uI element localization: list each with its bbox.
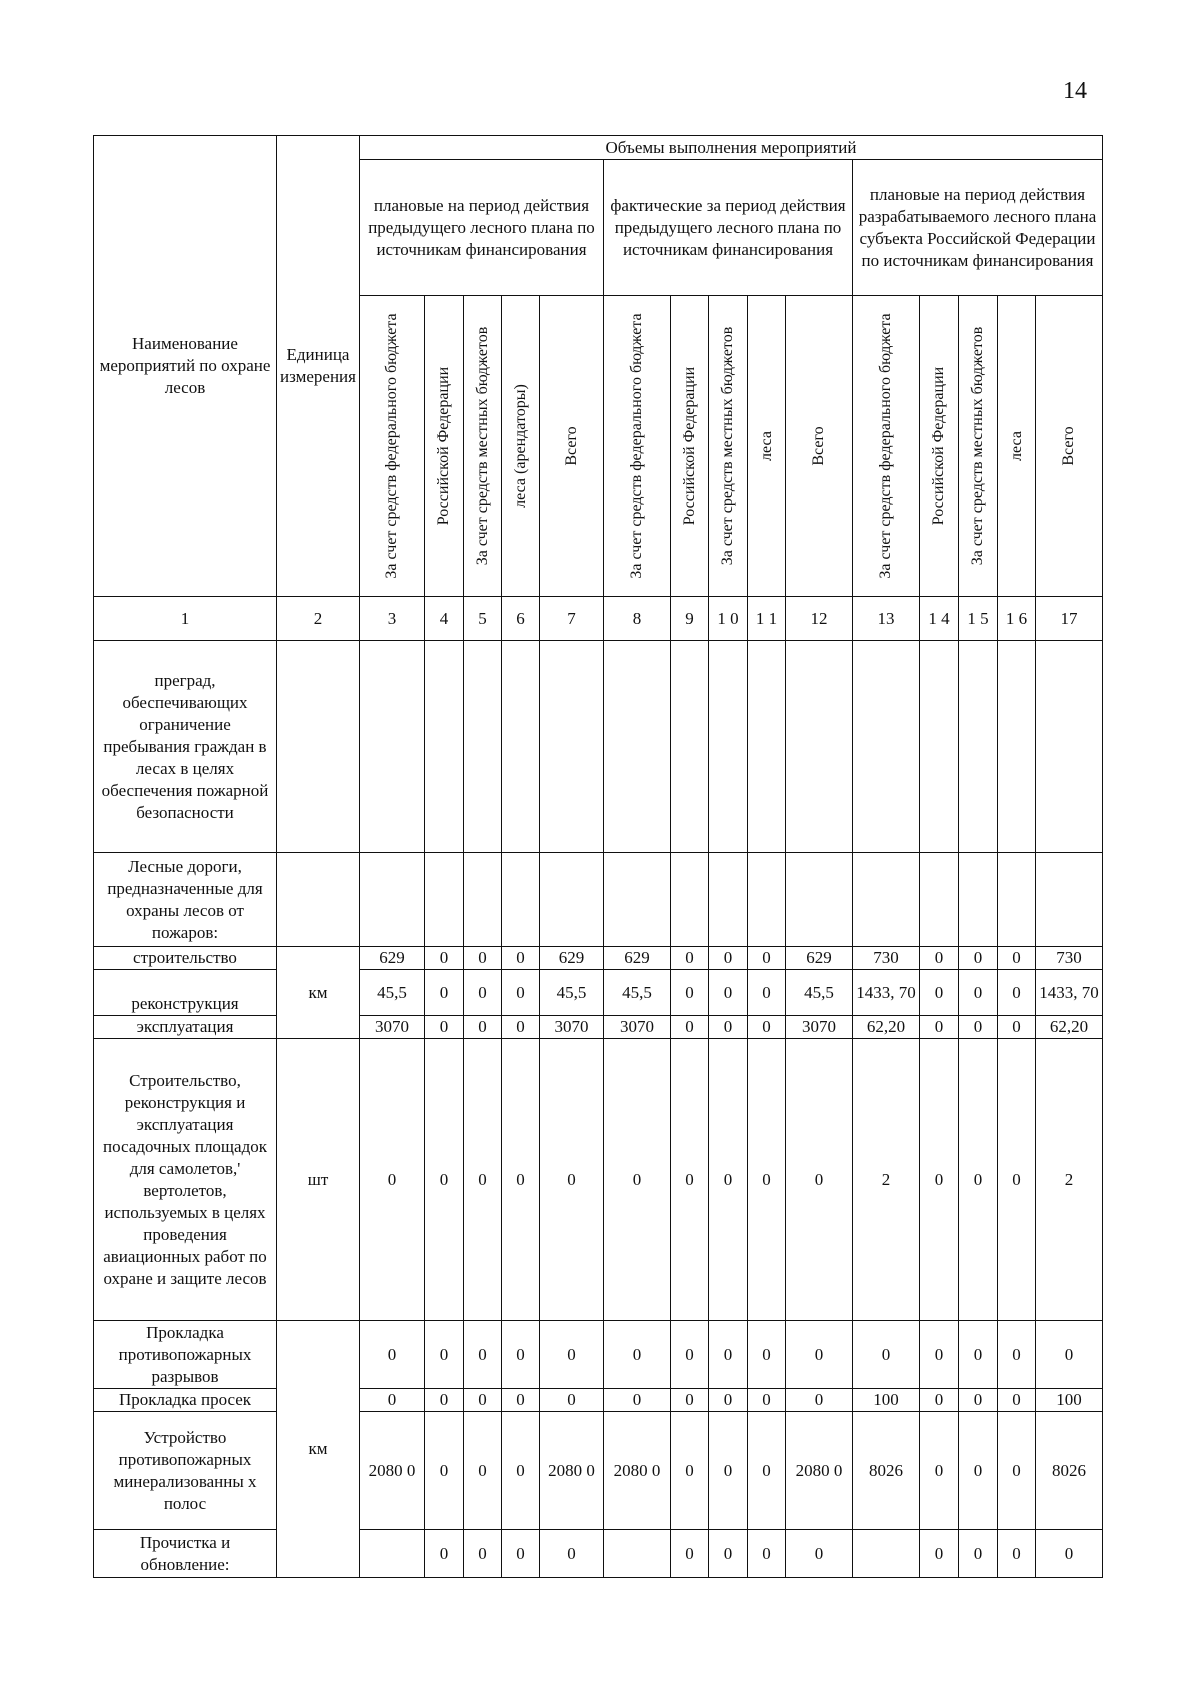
value-cell: 0 bbox=[920, 1389, 959, 1412]
column-number: 1 0 bbox=[709, 597, 748, 641]
value-cell: 62,20 bbox=[1036, 1016, 1103, 1039]
value-cell: 8026 bbox=[1036, 1412, 1103, 1530]
table-row bbox=[94, 1321, 1103, 1389]
column-number: 1 5 bbox=[959, 597, 998, 641]
subheader-total: Всего bbox=[1036, 296, 1103, 597]
activity-name: преград, обеспечивающих ограничение пребывания граждан в лесах в целях обеспечения пожарной безопасности bbox=[94, 641, 277, 853]
column-number: 3 bbox=[360, 597, 425, 641]
activity-name: Строительство, реконструкция и эксплуатация посадочных площадок для самолетов,' вертолетов, используемых в целях проведения авиационных работ по охране и защите лесов bbox=[94, 1039, 277, 1321]
table-row bbox=[94, 1530, 1103, 1578]
value-cell bbox=[853, 1530, 920, 1578]
column-number: 1 6 bbox=[998, 597, 1036, 641]
value-cell: 2 bbox=[853, 1039, 920, 1321]
subheader-rf: Российской Федерации bbox=[920, 296, 959, 597]
value-cell: 629 bbox=[360, 947, 425, 970]
value-cell: 0 bbox=[748, 947, 786, 970]
value-cell: 0 bbox=[671, 1039, 709, 1321]
value-cell: 45,5 bbox=[786, 970, 853, 1016]
value-cell: 0 bbox=[959, 1321, 998, 1389]
unit-cell: км bbox=[277, 1321, 360, 1578]
value-cell: 0 bbox=[425, 947, 464, 970]
value-cell: 0 bbox=[959, 1389, 998, 1412]
subheader-tenants: леса (арендаторы) bbox=[502, 296, 540, 597]
value-cell: 0 bbox=[360, 1321, 425, 1389]
unit-cell: км bbox=[277, 947, 360, 1039]
value-cell: 0 bbox=[425, 1321, 464, 1389]
value-cell: 0 bbox=[998, 970, 1036, 1016]
value-cell: 629 bbox=[604, 947, 671, 970]
value-cell: 0 bbox=[920, 970, 959, 1016]
value-cell: 629 bbox=[540, 947, 604, 970]
forest-protection-table bbox=[93, 135, 1103, 1578]
value-cell: 0 bbox=[671, 970, 709, 1016]
value-cell: 45,5 bbox=[360, 970, 425, 1016]
value-cell: 0 bbox=[998, 1389, 1036, 1412]
value-cell bbox=[360, 1530, 425, 1578]
value-cell: 2 bbox=[1036, 1039, 1103, 1321]
column-number: 2 bbox=[277, 597, 360, 641]
activity-name: строительство bbox=[94, 947, 277, 970]
value-cell: 0 bbox=[425, 970, 464, 1016]
value-cell: 0 bbox=[709, 1389, 748, 1412]
value-cell: 0 bbox=[959, 1016, 998, 1039]
header-group-actual-previous: фактические за период действия предыдущего лесного плана по источникам финансирования bbox=[604, 160, 853, 296]
value-cell: 45,5 bbox=[604, 970, 671, 1016]
subheader-federal: За счет средств федерального бюджета bbox=[853, 296, 920, 597]
value-cell: 730 bbox=[1036, 947, 1103, 970]
value-cell: 2080 0 bbox=[540, 1412, 604, 1530]
value-cell: 0 bbox=[502, 1016, 540, 1039]
value-cell: 0 bbox=[425, 1389, 464, 1412]
subheader-forest: леса bbox=[748, 296, 786, 597]
table-row bbox=[94, 641, 1103, 853]
value-cell: 0 bbox=[748, 1016, 786, 1039]
value-cell: 0 bbox=[502, 1530, 540, 1578]
value-cell: 0 bbox=[425, 1530, 464, 1578]
subheader-total: Всего bbox=[786, 296, 853, 597]
column-number: 8 bbox=[604, 597, 671, 641]
table-row bbox=[94, 970, 1103, 1016]
value-cell: 0 bbox=[464, 1016, 502, 1039]
column-number: 7 bbox=[540, 597, 604, 641]
value-cell: 0 bbox=[748, 1530, 786, 1578]
activity-name: Устройство противопожарных минерализованны х полос bbox=[94, 1412, 277, 1530]
activity-name: Прочистка и обновление: bbox=[94, 1530, 277, 1578]
value-cell: 3070 bbox=[540, 1016, 604, 1039]
value-cell: 2080 0 bbox=[604, 1412, 671, 1530]
value-cell: 0 bbox=[604, 1321, 671, 1389]
value-cell: 1433, 70 bbox=[853, 970, 920, 1016]
value-cell: 0 bbox=[604, 1039, 671, 1321]
column-number: 13 bbox=[853, 597, 920, 641]
value-cell: 0 bbox=[671, 1016, 709, 1039]
header-unit: Единица измерения bbox=[277, 136, 360, 597]
value-cell: 62,20 bbox=[853, 1016, 920, 1039]
value-cell: 0 bbox=[920, 1016, 959, 1039]
column-number: 5 bbox=[464, 597, 502, 641]
value-cell: 0 bbox=[920, 1039, 959, 1321]
value-cell: 0 bbox=[709, 947, 748, 970]
value-cell: 0 bbox=[998, 1412, 1036, 1530]
value-cell: 0 bbox=[502, 1039, 540, 1321]
value-cell: 0 bbox=[709, 1039, 748, 1321]
value-cell: 45,5 bbox=[540, 970, 604, 1016]
value-cell: 0 bbox=[709, 970, 748, 1016]
value-cell: 0 bbox=[671, 1412, 709, 1530]
value-cell bbox=[604, 1530, 671, 1578]
subheader-rf: Российской Федерации bbox=[671, 296, 709, 597]
value-cell: 0 bbox=[540, 1530, 604, 1578]
table-row bbox=[94, 853, 1103, 947]
activity-name: Прокладка противопожарных разрывов bbox=[94, 1321, 277, 1389]
value-cell: 0 bbox=[1036, 1321, 1103, 1389]
value-cell: 0 bbox=[920, 1530, 959, 1578]
column-number: 9 bbox=[671, 597, 709, 641]
value-cell: 2080 0 bbox=[360, 1412, 425, 1530]
activity-name: реконструкция bbox=[94, 970, 277, 1016]
value-cell: 100 bbox=[1036, 1389, 1103, 1412]
table-row bbox=[94, 947, 1103, 970]
value-cell: 0 bbox=[502, 970, 540, 1016]
subheader-local: За счет средств местных бюджетов bbox=[464, 296, 502, 597]
value-cell: 0 bbox=[998, 1016, 1036, 1039]
value-cell: 0 bbox=[540, 1321, 604, 1389]
value-cell: 0 bbox=[464, 947, 502, 970]
value-cell: 0 bbox=[360, 1039, 425, 1321]
value-cell: 0 bbox=[425, 1039, 464, 1321]
value-cell: 0 bbox=[959, 1039, 998, 1321]
activity-name: Лесные дороги, предназначенные для охраны лесов от пожаров: bbox=[94, 853, 277, 947]
value-cell: 0 bbox=[464, 1039, 502, 1321]
column-number: 12 bbox=[786, 597, 853, 641]
value-cell: 0 bbox=[502, 1321, 540, 1389]
value-cell: 0 bbox=[464, 970, 502, 1016]
header-group-planned-new: плановые на период действия разрабатываемого лесного плана субъекта Российской Федерации по источникам финансирования bbox=[853, 160, 1103, 296]
value-cell: 0 bbox=[502, 947, 540, 970]
value-cell: 629 bbox=[786, 947, 853, 970]
subheader-rf: Российской Федерации bbox=[425, 296, 464, 597]
table-row bbox=[94, 1039, 1103, 1321]
value-cell: 0 bbox=[959, 947, 998, 970]
header-name: Наименование мероприятий по охране лесов bbox=[94, 136, 277, 597]
value-cell: 0 bbox=[604, 1389, 671, 1412]
value-cell: 0 bbox=[709, 1530, 748, 1578]
value-cell: 0 bbox=[709, 1321, 748, 1389]
value-cell: 8026 bbox=[853, 1412, 920, 1530]
column-number: 1 4 bbox=[920, 597, 959, 641]
value-cell: 0 bbox=[786, 1039, 853, 1321]
value-cell: 0 bbox=[920, 1412, 959, 1530]
unit-cell bbox=[277, 641, 360, 853]
subheader-local: За счет средств местных бюджетов bbox=[709, 296, 748, 597]
value-cell: 0 bbox=[998, 947, 1036, 970]
value-cell: 0 bbox=[540, 1039, 604, 1321]
value-cell: 0 bbox=[709, 1412, 748, 1530]
activity-name: эксплуатация bbox=[94, 1016, 277, 1039]
value-cell: 0 bbox=[671, 1530, 709, 1578]
value-cell: 0 bbox=[671, 1389, 709, 1412]
value-cell: 0 bbox=[464, 1412, 502, 1530]
subheader-forest: леса bbox=[998, 296, 1036, 597]
table-row bbox=[94, 1389, 1103, 1412]
value-cell: 0 bbox=[464, 1321, 502, 1389]
value-cell: 0 bbox=[464, 1530, 502, 1578]
value-cell: 0 bbox=[540, 1389, 604, 1412]
value-cell: 0 bbox=[425, 1412, 464, 1530]
value-cell: 0 bbox=[786, 1389, 853, 1412]
value-cell: 0 bbox=[464, 1389, 502, 1412]
subheader-local: За счет средств местных бюджетов bbox=[959, 296, 998, 597]
value-cell: 0 bbox=[748, 1321, 786, 1389]
header-volumes: Объемы выполнения мероприятий bbox=[360, 136, 1103, 160]
column-number: 1 1 bbox=[748, 597, 786, 641]
header-group-planned-previous: плановые на период действия предыдущего лесного плана по источникам финансирования bbox=[360, 160, 604, 296]
value-cell: 0 bbox=[502, 1412, 540, 1530]
subheader-federal: За счет средств федерального бюджета bbox=[604, 296, 671, 597]
value-cell: 0 bbox=[748, 1039, 786, 1321]
value-cell: 0 bbox=[748, 1412, 786, 1530]
value-cell: 3070 bbox=[786, 1016, 853, 1039]
value-cell: 0 bbox=[748, 1389, 786, 1412]
value-cell: 0 bbox=[920, 1321, 959, 1389]
value-cell: 2080 0 bbox=[786, 1412, 853, 1530]
value-cell: 0 bbox=[959, 1530, 998, 1578]
value-cell: 0 bbox=[671, 947, 709, 970]
value-cell: 3070 bbox=[360, 1016, 425, 1039]
subheader-total: Всего bbox=[540, 296, 604, 597]
subheader-federal: За счет средств федерального бюджета bbox=[360, 296, 425, 597]
value-cell: 0 bbox=[998, 1321, 1036, 1389]
value-cell: 0 bbox=[998, 1530, 1036, 1578]
value-cell: 0 bbox=[786, 1321, 853, 1389]
value-cell: 0 bbox=[786, 1530, 853, 1578]
value-cell: 100 bbox=[853, 1389, 920, 1412]
column-numbers-row bbox=[94, 597, 1103, 641]
unit-cell bbox=[277, 853, 360, 947]
column-number: 6 bbox=[502, 597, 540, 641]
value-cell: 0 bbox=[425, 1016, 464, 1039]
value-cell: 0 bbox=[360, 1389, 425, 1412]
value-cell: 1433, 70 bbox=[1036, 970, 1103, 1016]
value-cell: 0 bbox=[959, 970, 998, 1016]
value-cell: 0 bbox=[671, 1321, 709, 1389]
value-cell: 0 bbox=[1036, 1530, 1103, 1578]
column-number: 1 bbox=[94, 597, 277, 641]
column-number: 4 bbox=[425, 597, 464, 641]
value-cell: 730 bbox=[853, 947, 920, 970]
value-cell: 0 bbox=[959, 1412, 998, 1530]
value-cell: 0 bbox=[709, 1016, 748, 1039]
value-cell: 3070 bbox=[604, 1016, 671, 1039]
table-row bbox=[94, 1016, 1103, 1039]
column-number: 17 bbox=[1036, 597, 1103, 641]
value-cell: 0 bbox=[853, 1321, 920, 1389]
table-row bbox=[94, 1412, 1103, 1530]
unit-cell: шт bbox=[277, 1039, 360, 1321]
activity-name: Прокладка просек bbox=[94, 1389, 277, 1412]
value-cell: 0 bbox=[998, 1039, 1036, 1321]
value-cell: 0 bbox=[502, 1389, 540, 1412]
page-number: 14 bbox=[1063, 78, 1087, 104]
value-cell: 0 bbox=[920, 947, 959, 970]
value-cell: 0 bbox=[748, 970, 786, 1016]
